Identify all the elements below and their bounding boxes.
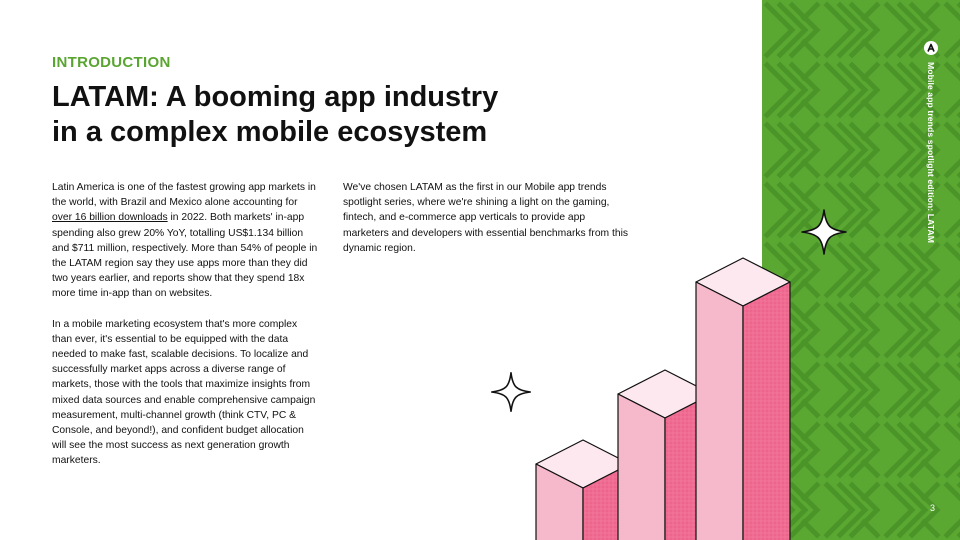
paragraph-ecosystem: In a mobile marketing ecosystem that's more complex than ever, it's essential to be equipped with the data needed to make fast, scalable decisions. To localize and successfully market apps across a diverse range of markets, those with the tools that maximize insights from mixed data sources and enable comprehensive campaign measurement, multi-channel growth (think CTV, PC & Console, and beyond!), and confident budget allocation will see the most success as next generation growth marketers. xyxy=(52,318,316,467)
page-title-line-2: in a complex mobile ecosystem xyxy=(52,116,488,148)
paragraph-intro-text-a: Latin America is one of the fastest growing app markets in the world, with Brazil and Mexico alone accounting for xyxy=(52,182,316,209)
sidebar-label: Mobile app trends spotlight edition: LATAM xyxy=(926,62,936,243)
body-column-right xyxy=(343,180,628,256)
body-column-left xyxy=(52,180,320,469)
3d-bar-chart-icon xyxy=(530,250,800,540)
sparkle-icon xyxy=(800,208,848,256)
downloads-link[interactable]: over 16 billion downloads xyxy=(52,212,168,224)
section-eyebrow: INTRODUCTION xyxy=(52,54,171,71)
paragraph-intro-text-b: in 2022. Both markets' in-app spending also grew 20% YoY, totalling US$1.134 billion and $711 million, respectively. More than 54% of people in the LATAM region say they use apps more than they did two years earlier, and reports show that they spend 18x more time in-app than on websites. xyxy=(52,212,318,300)
sparkle-icon xyxy=(490,371,532,413)
paragraph-intro xyxy=(52,180,320,302)
paragraph-series: We've chosen LATAM as the first in our Mobile app trends spotlight series, where we're shining a light on the gaming, fintech, and e-commerce app verticals to provide app marketers and developers with essential benchmarks from this dynamic region. xyxy=(343,182,629,254)
page-title xyxy=(52,80,552,150)
page-title-line-1: LATAM: A booming app industry xyxy=(52,81,499,113)
bar-short xyxy=(536,440,630,540)
brand-logo-icon xyxy=(924,41,938,55)
bar-tall xyxy=(696,258,790,540)
page-number: 3 xyxy=(930,503,936,513)
